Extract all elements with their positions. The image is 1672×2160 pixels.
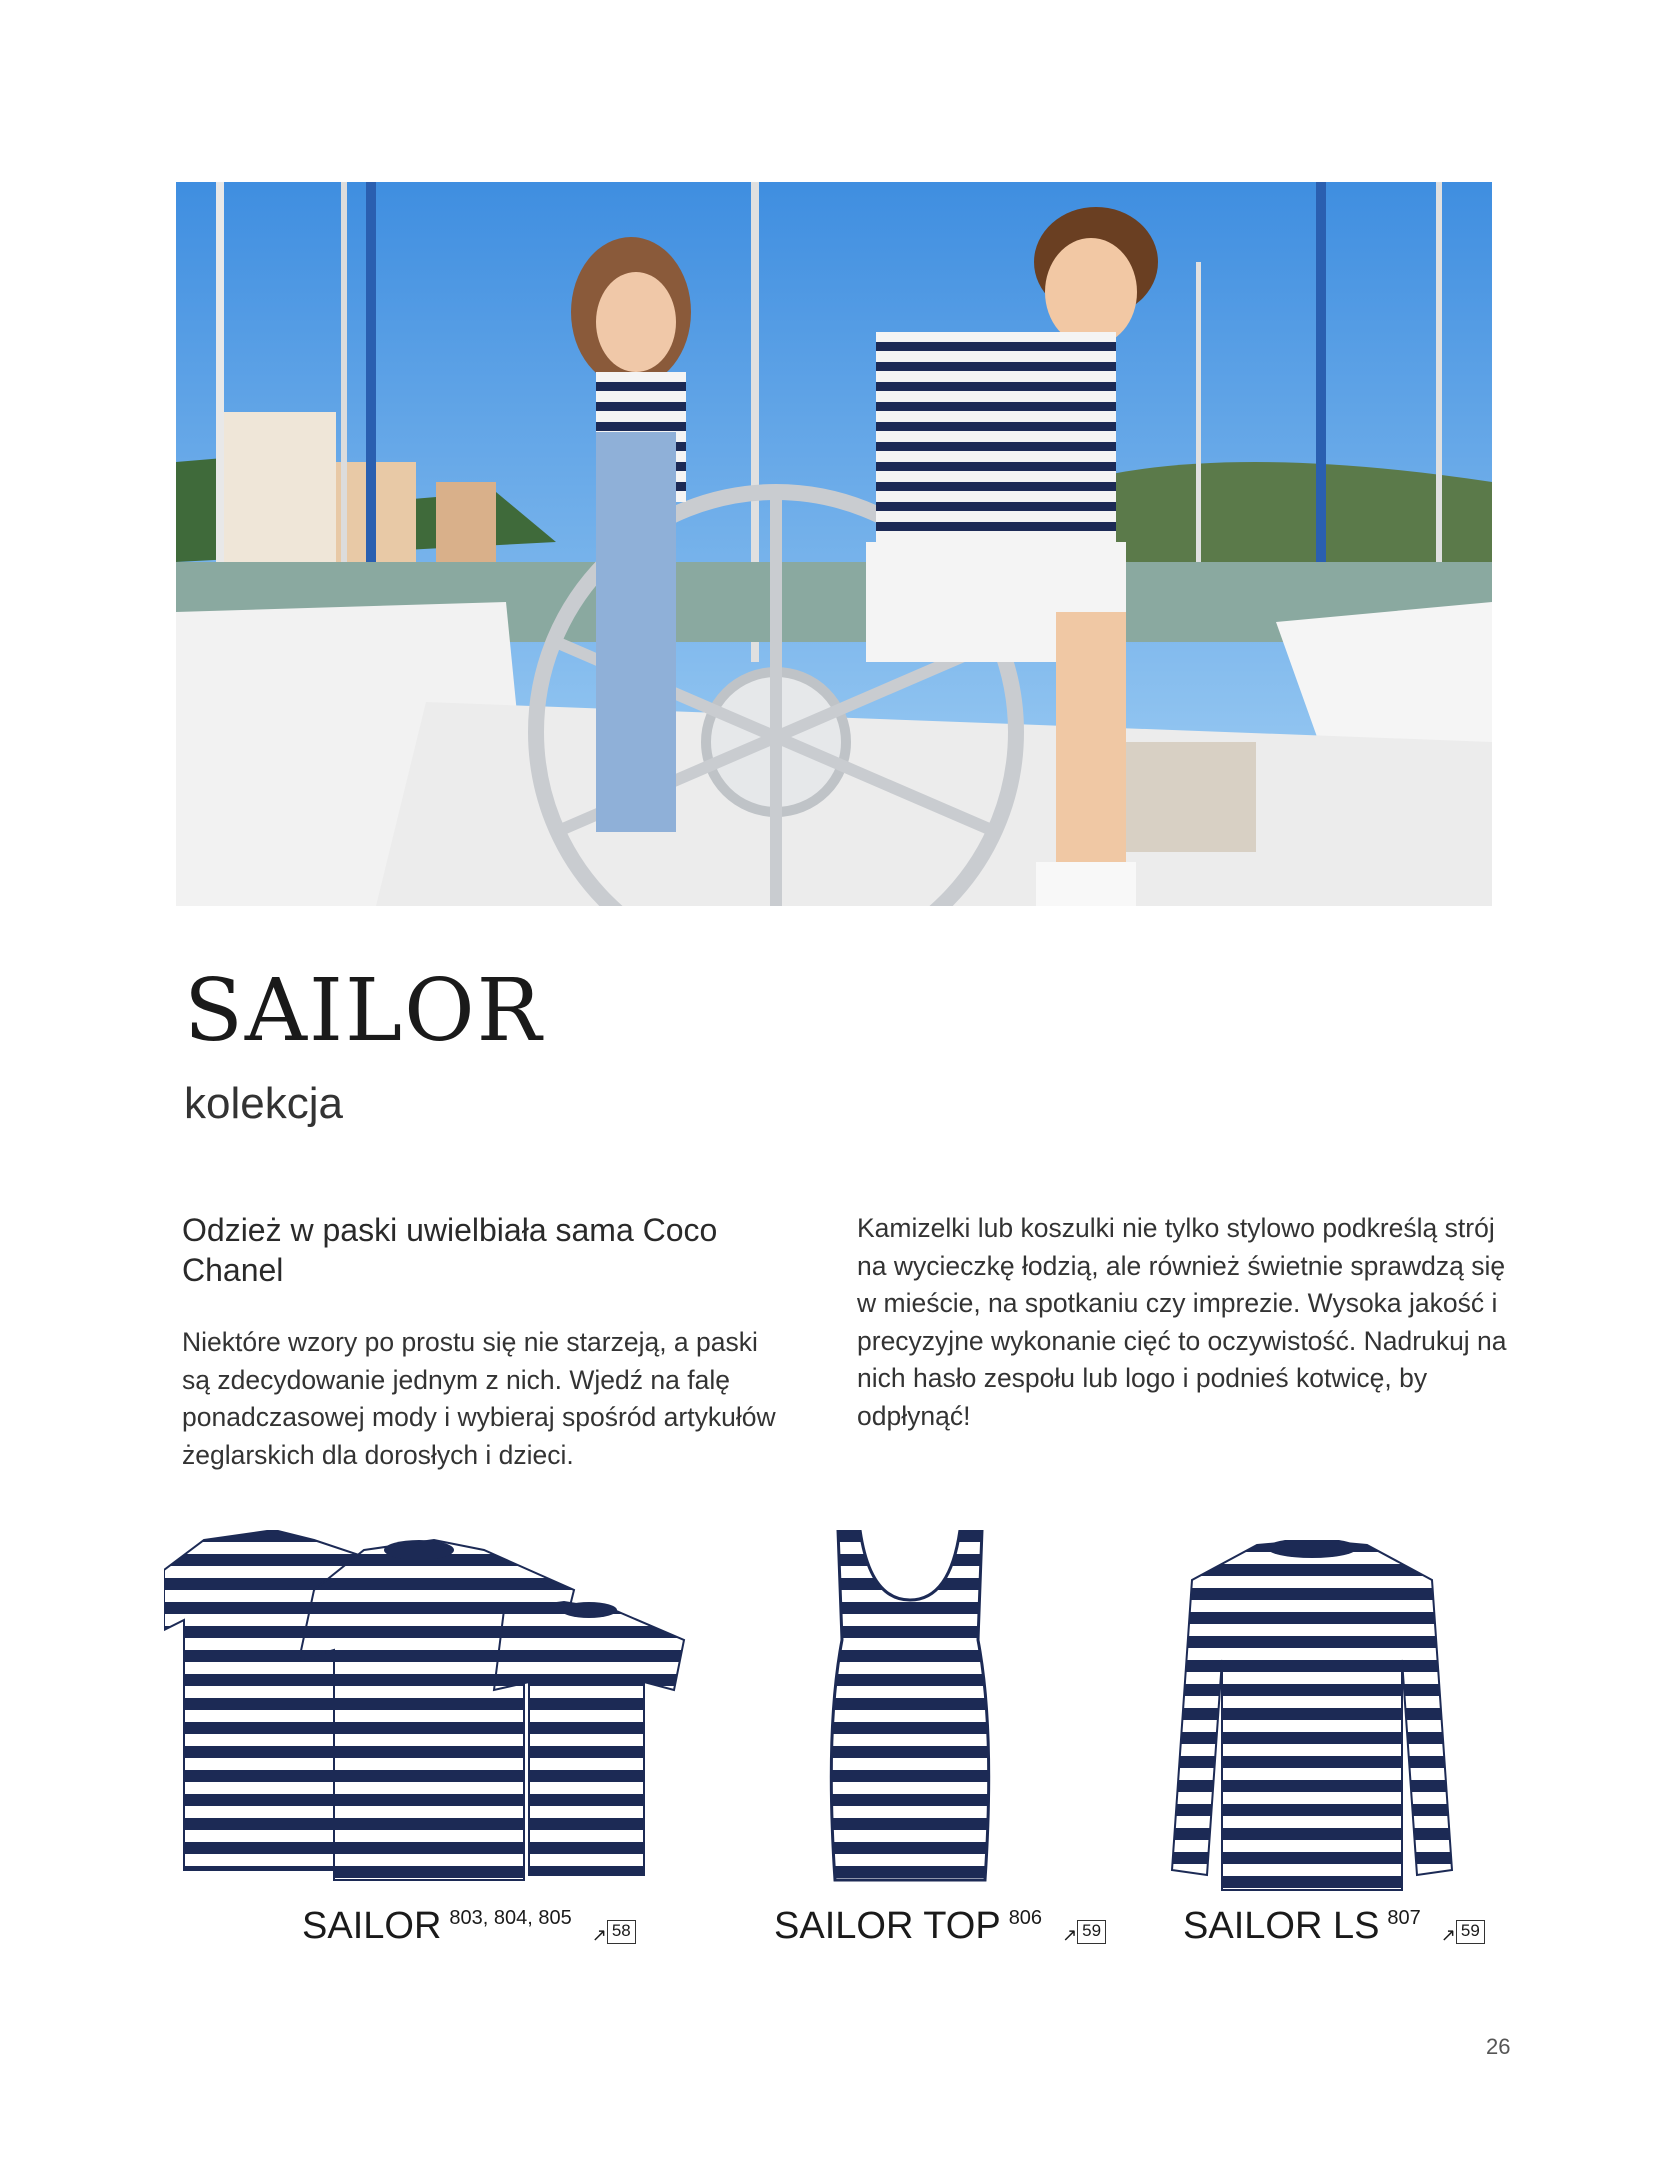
page-reference-number: 59 bbox=[1077, 1920, 1106, 1944]
hero-photo bbox=[176, 182, 1492, 906]
product-label-sailor-ls bbox=[1183, 1904, 1485, 1948]
page-number: 26 bbox=[1486, 2034, 1511, 2059]
product-image-sailor bbox=[164, 1530, 734, 1890]
arrow-icon: ↗ bbox=[1062, 1925, 1078, 1945]
right-column bbox=[857, 1210, 1507, 1435]
product-name: SAILOR LS bbox=[1183, 1905, 1380, 1947]
product-name: SAILOR TOP bbox=[774, 1905, 1001, 1947]
product-codes: 803, 804, 805 bbox=[449, 1907, 572, 1929]
right-body-text: Kamizelki lub koszulki nie tylko stylowo podkreślą strój na wycieczkę łodzią, ale również świetnie sprawdzą się w mieście, na spotkaniu czy imprezie. Wysoka jakość i precyzyjne wykonanie cięć to oczywistość. Nadrukuj na nich hasło zespołu lub logo i podnieś kotwicę, by odpłynąć! bbox=[857, 1213, 1507, 1431]
product-label-sailor bbox=[302, 1904, 636, 1948]
left-body-text: Niektóre wzory po prostu się nie starzeją, a paski są zdecydowanie jednym z nich. Wjedź na falę ponadczasowej mody i wybieraj spośród artykułów żeglarskich dla dorosłych i dzieci. bbox=[182, 1327, 776, 1470]
page-reference-number: 58 bbox=[607, 1920, 636, 1944]
product-image-sailor-top bbox=[820, 1530, 1000, 1890]
collection-subtitle: kolekcja bbox=[184, 1079, 343, 1128]
page-reference[interactable] bbox=[1441, 1920, 1485, 1944]
lead-text: Odzież w paski uwielbiała sama Coco Chanel bbox=[182, 1212, 718, 1288]
collection-title: SAILOR bbox=[184, 961, 544, 1061]
product-image-sailor-ls bbox=[1162, 1540, 1462, 1900]
product-name: SAILOR bbox=[302, 1905, 442, 1947]
page-reference-number: 59 bbox=[1456, 1920, 1485, 1944]
product-codes: 806 bbox=[1008, 1907, 1043, 1929]
product-label-sailor-top bbox=[774, 1904, 1106, 1948]
left-column bbox=[182, 1210, 792, 1474]
page-reference[interactable] bbox=[592, 1920, 636, 1944]
arrow-icon: ↗ bbox=[1440, 1925, 1456, 1945]
arrow-icon: ↗ bbox=[591, 1925, 607, 1945]
page-reference[interactable] bbox=[1062, 1920, 1106, 1944]
product-codes: 807 bbox=[1387, 1907, 1421, 1929]
